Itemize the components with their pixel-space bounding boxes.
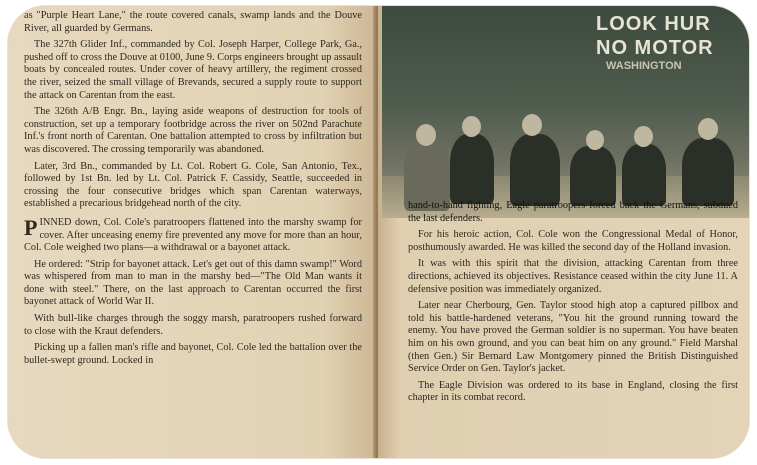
dropcap-paragraph xyxy=(24,214,362,255)
paragraph: The 327th Glider Inf., commanded by Col. Joseph Harper, College Park, Ga., pushed off to cross the Douve at 0100, June 9. Corps engineers brought up assault boats by concealed routes. Under cover of heavy artillery, the regiment crossed the river, seized the small village of Brevands, secured a supply route to support the attack on Carentan from the east. xyxy=(24,39,362,101)
soldier-head xyxy=(634,126,653,147)
left-text-column xyxy=(24,10,362,371)
paragraph: Later, 3rd Bn., commanded by Lt. Col. Robert G. Cole, San Antonio, Tex., followed by 1st Bn. led by Lt. Col. Patrick F. Cassidy, Seattle, succeeded in crossing the four consecutive bridges which span Carentan waterways, established a precarious bridgehead north of the city. xyxy=(24,160,362,210)
soldier-head xyxy=(462,116,481,137)
dropcap-letter: P xyxy=(24,214,38,240)
document-frame xyxy=(8,6,749,458)
photo-sign xyxy=(596,12,714,72)
soldier-head xyxy=(522,114,542,136)
paragraph: It was with this spirit that the division, attacking Carentan from three directions, achieved its objectives. Resistance ceased within the city June 11. A defensive position was immediately organized. xyxy=(408,258,738,295)
paragraph: For his heroic action, Col. Cole won the Congressional Medal of Honor, posthumously awarded. He was killed the second day of the Holland invasion. xyxy=(408,229,738,253)
paragraph: With bull-like charges through the soggy marsh, paratroopers rushed forward to close with the Kraut defenders. xyxy=(24,313,362,337)
soldier-head xyxy=(416,124,436,146)
dropcap-text: INNED down, Col. Cole's paratroopers flattened into the marshy swamp for cover. After unceasing enemy fire prevented any move for more than an hour, Col. Cole weighed two plans—a withdrawal or a bayonet attack. xyxy=(24,216,362,254)
paragraph: He ordered: "Strip for bayonet attack. Let's get out of this damn swamp!" Word was whispered from man to man in the marshy bed—"The Old Man wants it done with steel." There, on the last approach to Carentan occurred the first bayonet attack of World War II. xyxy=(24,258,362,308)
soldier-head xyxy=(698,118,718,140)
soldiers-photo xyxy=(382,6,749,218)
sign-line: LOOK HUR xyxy=(596,13,711,35)
soldier-head xyxy=(586,130,604,150)
paragraph: Picking up a fallen man's rifle and bayonet, Col. Cole led the battalion over the bullet-swept ground. Locked in xyxy=(24,342,362,366)
paragraph: The Eagle Division was ordered to its base in England, closing the first chapter in its combat record. xyxy=(408,379,738,404)
paragraph: hand-to-hand fighting, Eagle paratroopers forced back the Germans, subdued the last defenders. xyxy=(408,200,738,224)
right-text-column xyxy=(408,200,738,409)
left-page xyxy=(8,6,376,458)
paragraph: Later near Cherbourg, Gen. Taylor stood high atop a captured pillbox and told his battle-hardened veterans, "You hit the ground running toward the enemy. You have proved the German soldier is no superman. You have beaten him on his own ground, and you can beat him on any ground." Field Marshal (then Gen.) Sir Bernard Law Montgomery pinned the British Distinguished Service Order on Gen. Taylor's jacket. xyxy=(408,300,738,375)
soldier-figure xyxy=(682,138,734,206)
paragraph: The 326th A/B Engr. Bn., laying aside weapons of destruction for tools of construction, set up a temporary footbridge across the river on 502nd Parachute Inf.'s front north of Carentan. One battalion attempted to cross by infiltration but was discovered. The crossing temporarily was abandoned. xyxy=(24,106,362,155)
soldier-figure xyxy=(570,146,616,206)
sign-line: WASHINGTON xyxy=(606,60,682,72)
soldier-figure xyxy=(510,134,560,206)
sign-line: NO MOTOR xyxy=(596,37,714,59)
soldier-figure xyxy=(450,134,494,204)
right-page xyxy=(378,6,749,458)
soldier-figure xyxy=(622,144,666,206)
paragraph: as "Purple Heart Lane," the route covered canals, swamp lands and the Douve River, all guarded by Germans. xyxy=(24,10,362,34)
